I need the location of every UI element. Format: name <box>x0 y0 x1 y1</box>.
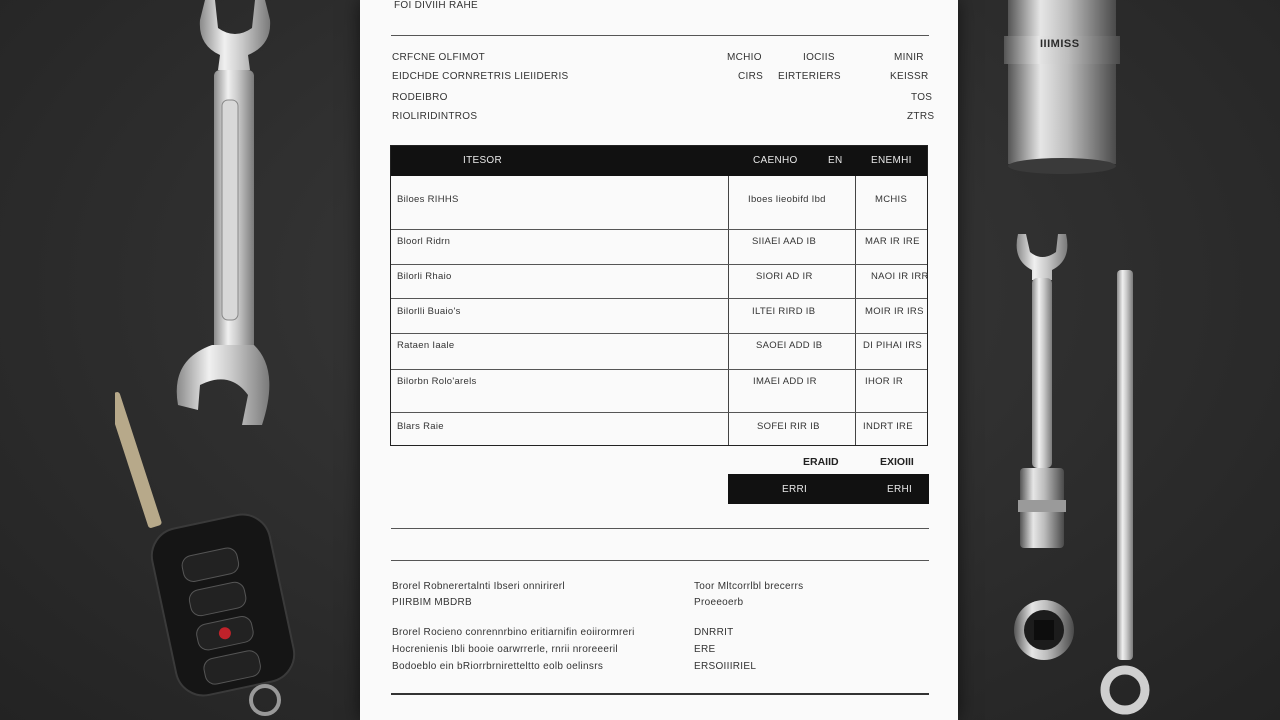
line-items-table <box>390 145 928 446</box>
row-divider <box>391 333 927 334</box>
info-value: TOS <box>911 92 933 103</box>
info-value: MINIR <box>894 52 924 63</box>
divider <box>391 35 929 36</box>
footer-paragraph: ERSOIIIRIEL <box>694 661 757 672</box>
item-quantity: SOFEI RIR IB <box>757 421 820 432</box>
row-divider <box>391 264 927 265</box>
footer-text: Proeeoerb <box>694 597 744 608</box>
item-quantity: SIIAEI AAD IB <box>752 236 817 247</box>
footer-text: PIIRBIM MBDRB <box>392 597 473 608</box>
item-amount: IHOR IR <box>865 376 903 387</box>
footer-paragraph: Hocrenienis Ibli booie oarwrrerle, rnrii nroreeeril <box>392 644 618 655</box>
socket-label: IIIMISS <box>1040 38 1080 50</box>
divider <box>391 560 929 561</box>
item-description: Biloes RIHHS <box>397 194 459 205</box>
info-value: ZTRS <box>907 111 935 122</box>
document-title: FOI DIVIIH RAHE <box>394 0 478 11</box>
info-label: RIOLIRIDINTROS <box>392 111 478 122</box>
item-quantity: ILTEI RIRD IB <box>752 306 816 317</box>
item-amount: INDRT IRE <box>863 421 913 432</box>
item-amount: DI PIHAI IRS <box>863 340 923 351</box>
socket-icon <box>1000 0 1130 180</box>
footer-text: Brorel Robnerertalnti Ibseri onnirirerl <box>392 581 565 592</box>
item-description: Rataen Iaale <box>397 340 455 351</box>
item-description: Bilorbn Rolo'arels <box>397 376 477 387</box>
divider <box>391 528 929 529</box>
car-key-icon <box>115 390 315 720</box>
table-header <box>391 146 927 176</box>
info-value: MCHIO <box>727 52 762 63</box>
column-divider <box>728 176 729 445</box>
item-description: Bilorlli Buaio's <box>397 306 461 317</box>
wrench-icon <box>170 0 290 440</box>
item-description: Bilorli Rhaio <box>397 271 452 282</box>
info-label: CRFCNE OLFIMOT <box>392 52 486 63</box>
column-header: ITESOR <box>463 155 503 166</box>
footer-text: Toor Mltcorrlbl brecerrs <box>694 581 804 592</box>
item-amount: MOIR IR IRS <box>865 306 924 317</box>
footer-paragraph: ERE <box>694 644 716 655</box>
item-quantity: IMAEI ADD IR <box>753 376 817 387</box>
info-value: IOCIIS <box>803 52 835 63</box>
info-value: EIRTERIERS <box>778 71 841 82</box>
column-divider <box>855 176 856 445</box>
footer-paragraph: Bodoeblo ein bRiorrbrniretteltto eolb oelinsrs <box>392 661 604 672</box>
item-quantity: Iboes Iieobifd Ibd <box>748 194 826 205</box>
item-description: Bloorl Ridrn <box>397 236 451 247</box>
row-divider <box>391 412 927 413</box>
column-header: CAENHO <box>753 155 798 166</box>
row-divider <box>391 229 927 230</box>
info-value: KEISSR <box>890 71 929 82</box>
item-quantity: SIORI AD IR <box>756 271 813 282</box>
total-label: ERRI <box>782 484 808 495</box>
footer-paragraph: DNRRIT <box>694 627 734 638</box>
divider <box>391 693 929 695</box>
item-description: Blars Raie <box>397 421 444 432</box>
small-wrench-icon <box>1010 230 1075 560</box>
info-label: RODEIBRO <box>392 92 448 103</box>
info-value: CIRS <box>738 71 764 82</box>
total-value: ERHI <box>887 484 913 495</box>
socket-nut-icon <box>1012 598 1076 662</box>
info-label: EIDCHDE CORNRETRIS LIEIIDERIS <box>392 71 569 82</box>
subtotal-label: ERAIID <box>803 456 839 468</box>
column-header: ENEMHI <box>871 155 912 166</box>
row-divider <box>391 298 927 299</box>
footer-paragraph: Brorel Rocieno conrennrbino eritiarnifin eoiirormreri <box>392 627 635 638</box>
subtotal-value: EXIOIII <box>880 456 914 468</box>
item-amount: MAR IR IRE <box>865 236 920 247</box>
item-amount: MCHIS <box>875 194 908 205</box>
item-quantity: SAOEI ADD IB <box>756 340 823 351</box>
invoice-document <box>360 0 958 720</box>
column-header: EN <box>828 155 843 166</box>
total-bar <box>728 474 929 504</box>
item-amount: NAOI IR IRR <box>871 271 929 282</box>
screwdriver-icon <box>1095 270 1160 720</box>
row-divider <box>391 369 927 370</box>
